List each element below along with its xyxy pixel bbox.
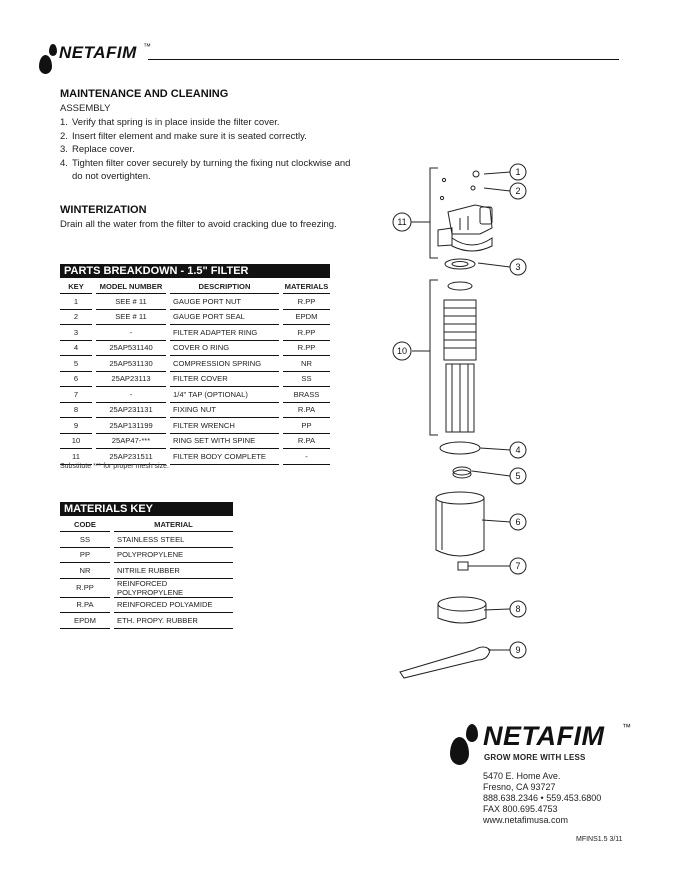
table-row: [60, 563, 233, 579]
table-cell: 1/4" TAP (OPTIONAL): [168, 387, 281, 403]
header-tm: ™: [143, 42, 151, 51]
table-cell: 11: [60, 449, 94, 465]
gauge-port-seal: [471, 186, 475, 190]
table-row: [60, 449, 330, 465]
table-cell: 4: [60, 340, 94, 356]
svg-text:6: 6: [515, 517, 521, 527]
svg-text:9: 9: [515, 645, 521, 655]
table-cell: NR: [60, 563, 112, 579]
list-item: 2. Insert filter element and make sure it is seated correctly.: [60, 130, 307, 142]
table-row: [60, 387, 330, 403]
callout-6: [510, 514, 526, 530]
address-block: 5470 E. Home Ave. Fresno, CA 93727 888.638.2346 • 559.453.6800 FAX 800.695.4753 www.netafimusa.com: [483, 771, 602, 825]
col-model: MODEL NUMBER: [94, 279, 168, 294]
exploded-parts-diagram: [380, 150, 550, 690]
callout-4: [510, 442, 526, 458]
table-cell: ETH. PROPY. RUBBER: [112, 613, 233, 629]
doc-code: MFINS1.5 3/11: [576, 836, 623, 843]
table-row: [60, 613, 233, 629]
svg-text:10: 10: [396, 346, 408, 356]
table-cell: SS: [60, 532, 112, 548]
bracket-11: [430, 168, 438, 258]
callout-5: [510, 468, 526, 484]
table-cell: R.PP: [281, 340, 330, 356]
table-row: [60, 294, 330, 310]
table-cell: 8: [60, 402, 94, 418]
table-row: [60, 597, 233, 613]
callout-9: [510, 642, 526, 658]
table-cell: POLYPROPYLENE: [112, 547, 233, 563]
table-cell: REINFORCED POLYPROPYLENE: [112, 578, 233, 597]
callout-3: [510, 259, 526, 275]
table-cell: -: [94, 387, 168, 403]
tap: [458, 562, 468, 570]
svg-text:2: 2: [515, 186, 521, 196]
table-cell: 25AP531130: [94, 356, 168, 372]
assembly-subtitle: ASSEMBLY: [60, 103, 111, 114]
list-item: 3. Replace cover.: [60, 144, 135, 155]
table-cell: 3: [60, 325, 94, 341]
col-code: CODE: [60, 517, 112, 532]
table-cell: R.PP: [281, 294, 330, 310]
col-key: KEY: [60, 279, 94, 294]
table-row: [60, 309, 330, 325]
table-cell: -: [281, 449, 330, 465]
table-cell: SEE # 11: [94, 309, 168, 325]
table-cell: PP: [60, 547, 112, 563]
table-row: [60, 532, 233, 548]
table-cell: R.PA: [60, 597, 112, 613]
table-cell: PP: [281, 418, 330, 434]
table-row: [60, 340, 330, 356]
maintenance-title: MAINTENANCE AND CLEANING: [60, 88, 229, 100]
table-row: [60, 578, 233, 597]
fixing-nut: [438, 597, 486, 623]
svg-text:3: 3: [515, 262, 521, 272]
table-row: [60, 547, 233, 563]
table-cell: NITRILE RUBBER: [112, 563, 233, 579]
table-cell: 25AP23113: [94, 371, 168, 387]
drop-icon-small: [49, 44, 57, 56]
callout-11: [393, 213, 411, 231]
cover-o-ring: [440, 442, 480, 454]
svg-text:4: 4: [515, 445, 521, 455]
table-row: [60, 371, 330, 387]
table-row: [60, 356, 330, 372]
table-cell: -: [94, 325, 168, 341]
parts-table: [60, 279, 330, 465]
table-header-row: [60, 517, 233, 532]
ring-set: [444, 282, 476, 432]
table-cell: REINFORCED POLYAMIDE: [112, 597, 233, 613]
winterization-text: Drain all the water from the filter to avoid cracking due to freezing.: [60, 219, 337, 230]
table-cell: R.PA: [281, 433, 330, 449]
table-cell: 25AP47-***: [94, 433, 168, 449]
col-material: MATERIAL: [112, 517, 233, 532]
materials-table: [60, 517, 233, 629]
table-cell: 6: [60, 371, 94, 387]
drop-icon-large: [450, 737, 469, 765]
callout-8: [510, 601, 526, 617]
table-cell: FILTER WRENCH: [168, 418, 281, 434]
table-row: [60, 418, 330, 434]
table-cell: SEE # 11: [94, 294, 168, 310]
filter-wrench: [400, 647, 490, 678]
table-cell: 9: [60, 418, 94, 434]
assembly-steps: [60, 116, 360, 184]
table-cell: EPDM: [281, 309, 330, 325]
table-cell: STAINLESS STEEL: [112, 532, 233, 548]
table-cell: 25AP531140: [94, 340, 168, 356]
drop-icon-large: [39, 55, 52, 74]
table-cell: 5: [60, 356, 94, 372]
callout-10: [393, 342, 411, 360]
table-cell: 25AP231131: [94, 402, 168, 418]
footer-brand: NETAFIM: [483, 721, 605, 751]
table-cell: 2: [60, 309, 94, 325]
mesh-note: Substitute *** for proper mesh size.: [60, 463, 169, 470]
gauge-port-nut: [473, 171, 479, 177]
table-cell: RING SET WITH SPINE: [168, 433, 281, 449]
header-rule: [148, 59, 619, 60]
table-cell: FILTER COVER: [168, 371, 281, 387]
table-cell: COVER O RING: [168, 340, 281, 356]
footer-tagline: GROW MORE WITH LESS: [484, 753, 586, 762]
svg-text:1: 1: [515, 167, 521, 177]
table-row: [60, 433, 330, 449]
callout-2: [510, 183, 526, 199]
list-item: 4. Tighten filter cover securely by turning the fixing nut clockwise and do not overtighten.: [60, 157, 351, 182]
table-cell: R.PA: [281, 402, 330, 418]
table-cell: 1: [60, 294, 94, 310]
table-cell: 10: [60, 433, 94, 449]
table-cell: NR: [281, 356, 330, 372]
table-cell: BRASS: [281, 387, 330, 403]
table-cell: FIXING NUT: [168, 402, 281, 418]
table-header-row: [60, 279, 330, 294]
table-cell: 7: [60, 387, 94, 403]
table-cell: FILTER BODY COMPLETE: [168, 449, 281, 465]
table-cell: EPDM: [60, 613, 112, 629]
svg-text:5: 5: [515, 471, 521, 481]
table-cell: FILTER ADAPTER RING: [168, 325, 281, 341]
svg-text:11: 11: [397, 217, 407, 227]
svg-text:7: 7: [515, 561, 521, 571]
col-materials: MATERIALS: [281, 279, 330, 294]
filter-cover: [436, 492, 484, 556]
table-cell: SS: [281, 371, 330, 387]
header-brand: NETAFIM: [59, 43, 137, 62]
col-description: DESCRIPTION: [168, 279, 281, 294]
footer-tm: ™: [622, 722, 631, 732]
table-cell: 25AP131199: [94, 418, 168, 434]
callout-1: [510, 164, 526, 180]
bracket-10: [430, 280, 438, 435]
table-cell: COMPRESSION SPRING: [168, 356, 281, 372]
table-cell: GAUGE PORT SEAL: [168, 309, 281, 325]
winterization-title: WINTERIZATION: [60, 204, 147, 216]
svg-text:8: 8: [515, 604, 521, 614]
callout-7: [510, 558, 526, 574]
list-item: 1. Verify that spring is in place inside the filter cover.: [60, 117, 280, 128]
table-cell: GAUGE PORT NUT: [168, 294, 281, 310]
table-cell: R.PP: [281, 325, 330, 341]
table-cell: R.PP: [60, 578, 112, 597]
table-row: [60, 325, 330, 341]
adapter-ring: [445, 259, 475, 269]
filter-body: [438, 205, 492, 251]
materials-key-title: MATERIALS KEY: [60, 502, 233, 516]
table-row: [60, 402, 330, 418]
drop-icon-small: [466, 724, 478, 742]
table-cell: 25AP231511: [94, 449, 168, 465]
parts-table-title: PARTS BREAKDOWN - 1.5" FILTER: [60, 264, 330, 278]
